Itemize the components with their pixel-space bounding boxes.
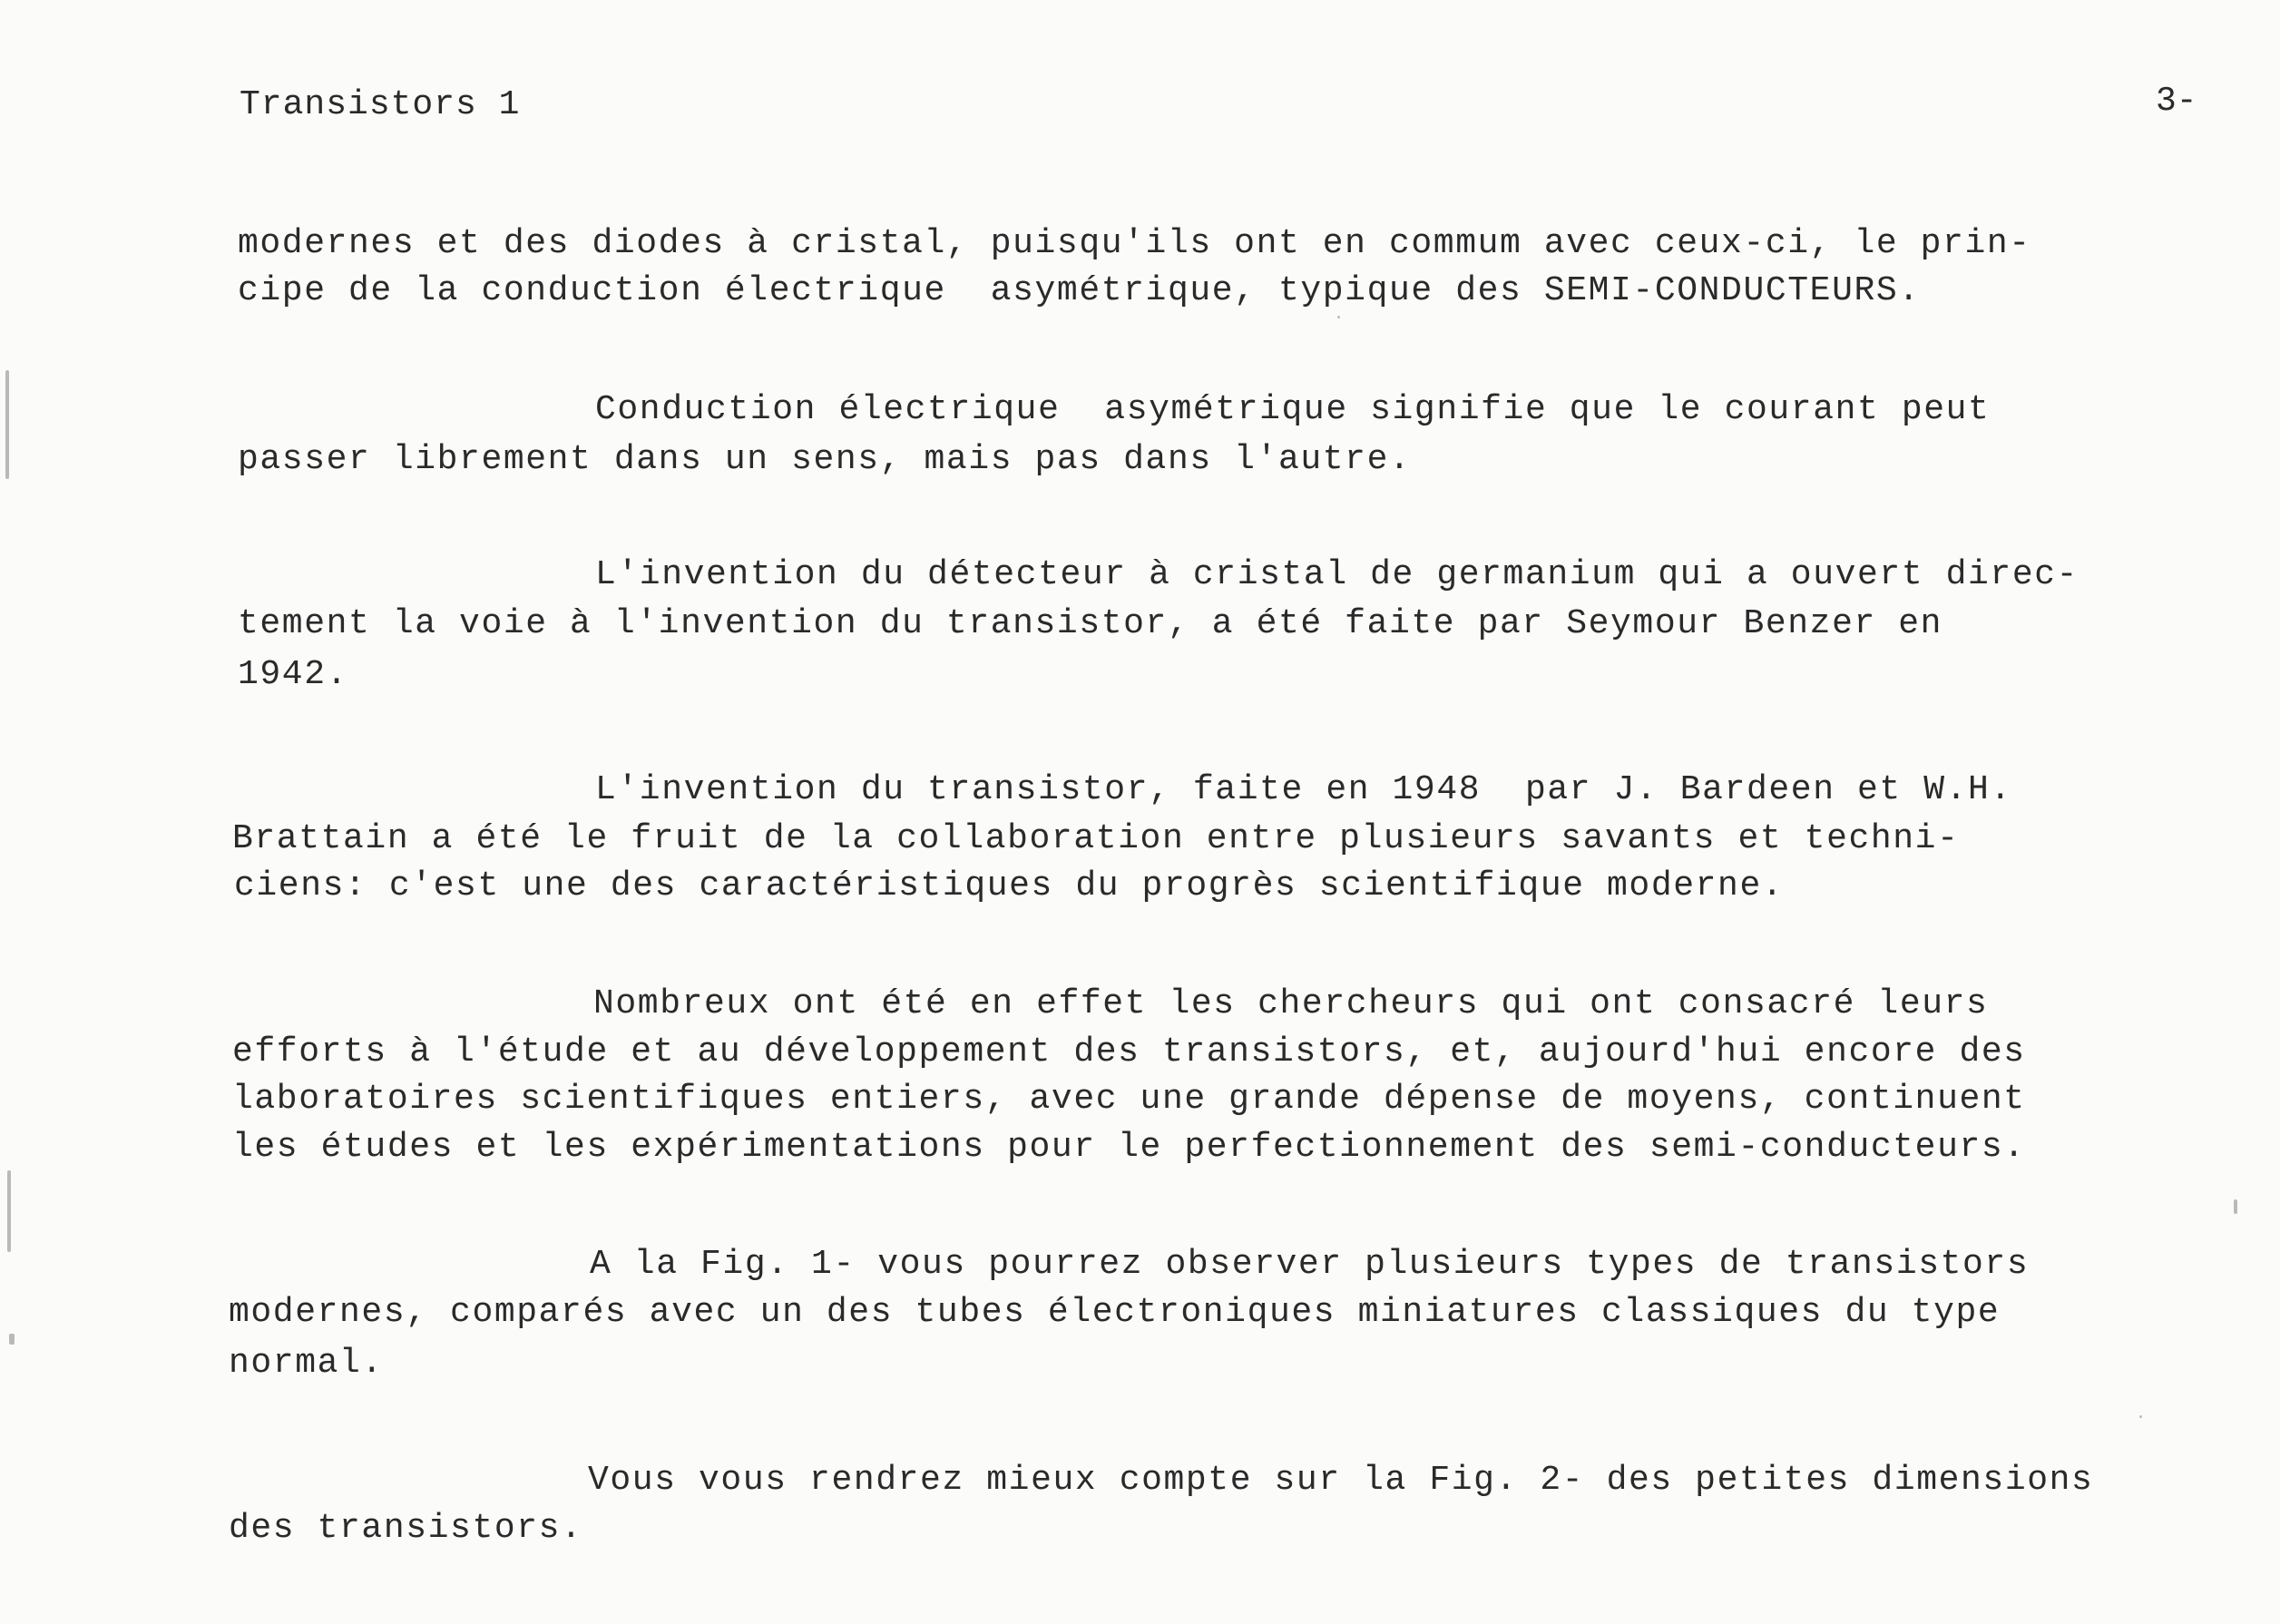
- scan-margin-mark: [7, 1170, 11, 1252]
- scan-speck: [2139, 1415, 2142, 1418]
- scan-margin-mark: [5, 370, 9, 479]
- paragraph-6-line-2: modernes, comparés avec un des tubes électroniques miniatures classiques du type: [229, 1293, 2001, 1332]
- paragraph-6-line-3: normal.: [229, 1344, 384, 1383]
- paragraph-5-line-3: laboratoires scientifiques entiers, avec une grande dépense de moyens, continuent: [232, 1080, 2026, 1119]
- paragraph-3-line-1: L'invention du détecteur à cristal de germanium qui a ouvert direc-: [595, 555, 2079, 594]
- paragraph-7-line-1: Vous vous rendrez mieux compte sur la Fig. 2- des petites dimensions: [588, 1461, 2094, 1500]
- paragraph-5-line-1: Nombreux ont été en effet les chercheurs qui ont consacré leurs: [593, 984, 1989, 1023]
- paragraph-1-line-1: modernes et des diodes à cristal, puisqu'ils ont en commum avec ceux-ci, le prin-: [238, 224, 2031, 263]
- page-header-title: Transistors 1: [240, 85, 521, 124]
- paragraph-3-line-3: 1942.: [238, 655, 349, 694]
- paragraph-3-line-2: tement la voie à l'invention du transistor, a été faite par Seymour Benzer en: [238, 604, 1943, 643]
- paragraph-5-line-4: les études et les expérimentations pour le perfectionnement des semi-conducteurs.: [232, 1128, 2026, 1167]
- paragraph-6-line-1: A la Fig. 1- vous pourrez observer plusieurs types de transistors: [590, 1245, 2030, 1284]
- scan-margin-mark: [2234, 1199, 2237, 1214]
- scan-margin-mark: [9, 1334, 15, 1345]
- paragraph-4-line-1: L'invention du transistor, faite en 1948 par J. Bardeen et W.H.: [595, 770, 2012, 809]
- page-number: 3-: [2156, 82, 2197, 121]
- paragraph-1-line-2: cipe de la conduction électrique asymétrique, typique des SEMI-CONDUCTEURS.: [238, 271, 1921, 310]
- paragraph-4-line-2: Brattain a été le fruit de la collaboration entre plusieurs savants et techni-: [232, 819, 1960, 858]
- paragraph-7-line-2: des transistors.: [229, 1509, 583, 1548]
- paragraph-4-line-3: ciens: c'est une des caractéristiques du progrès scientifique moderne.: [234, 866, 1785, 905]
- paragraph-2-line-2: passer librement dans un sens, mais pas dans l'autre.: [238, 440, 1412, 479]
- scan-speck: [1337, 316, 1340, 318]
- paragraph-5-line-2: efforts à l'étude et au développement des transistors, et, aujourd'hui encore des: [232, 1032, 2026, 1071]
- paragraph-2-line-1: Conduction électrique asymétrique signifie que le courant peut: [595, 390, 1991, 429]
